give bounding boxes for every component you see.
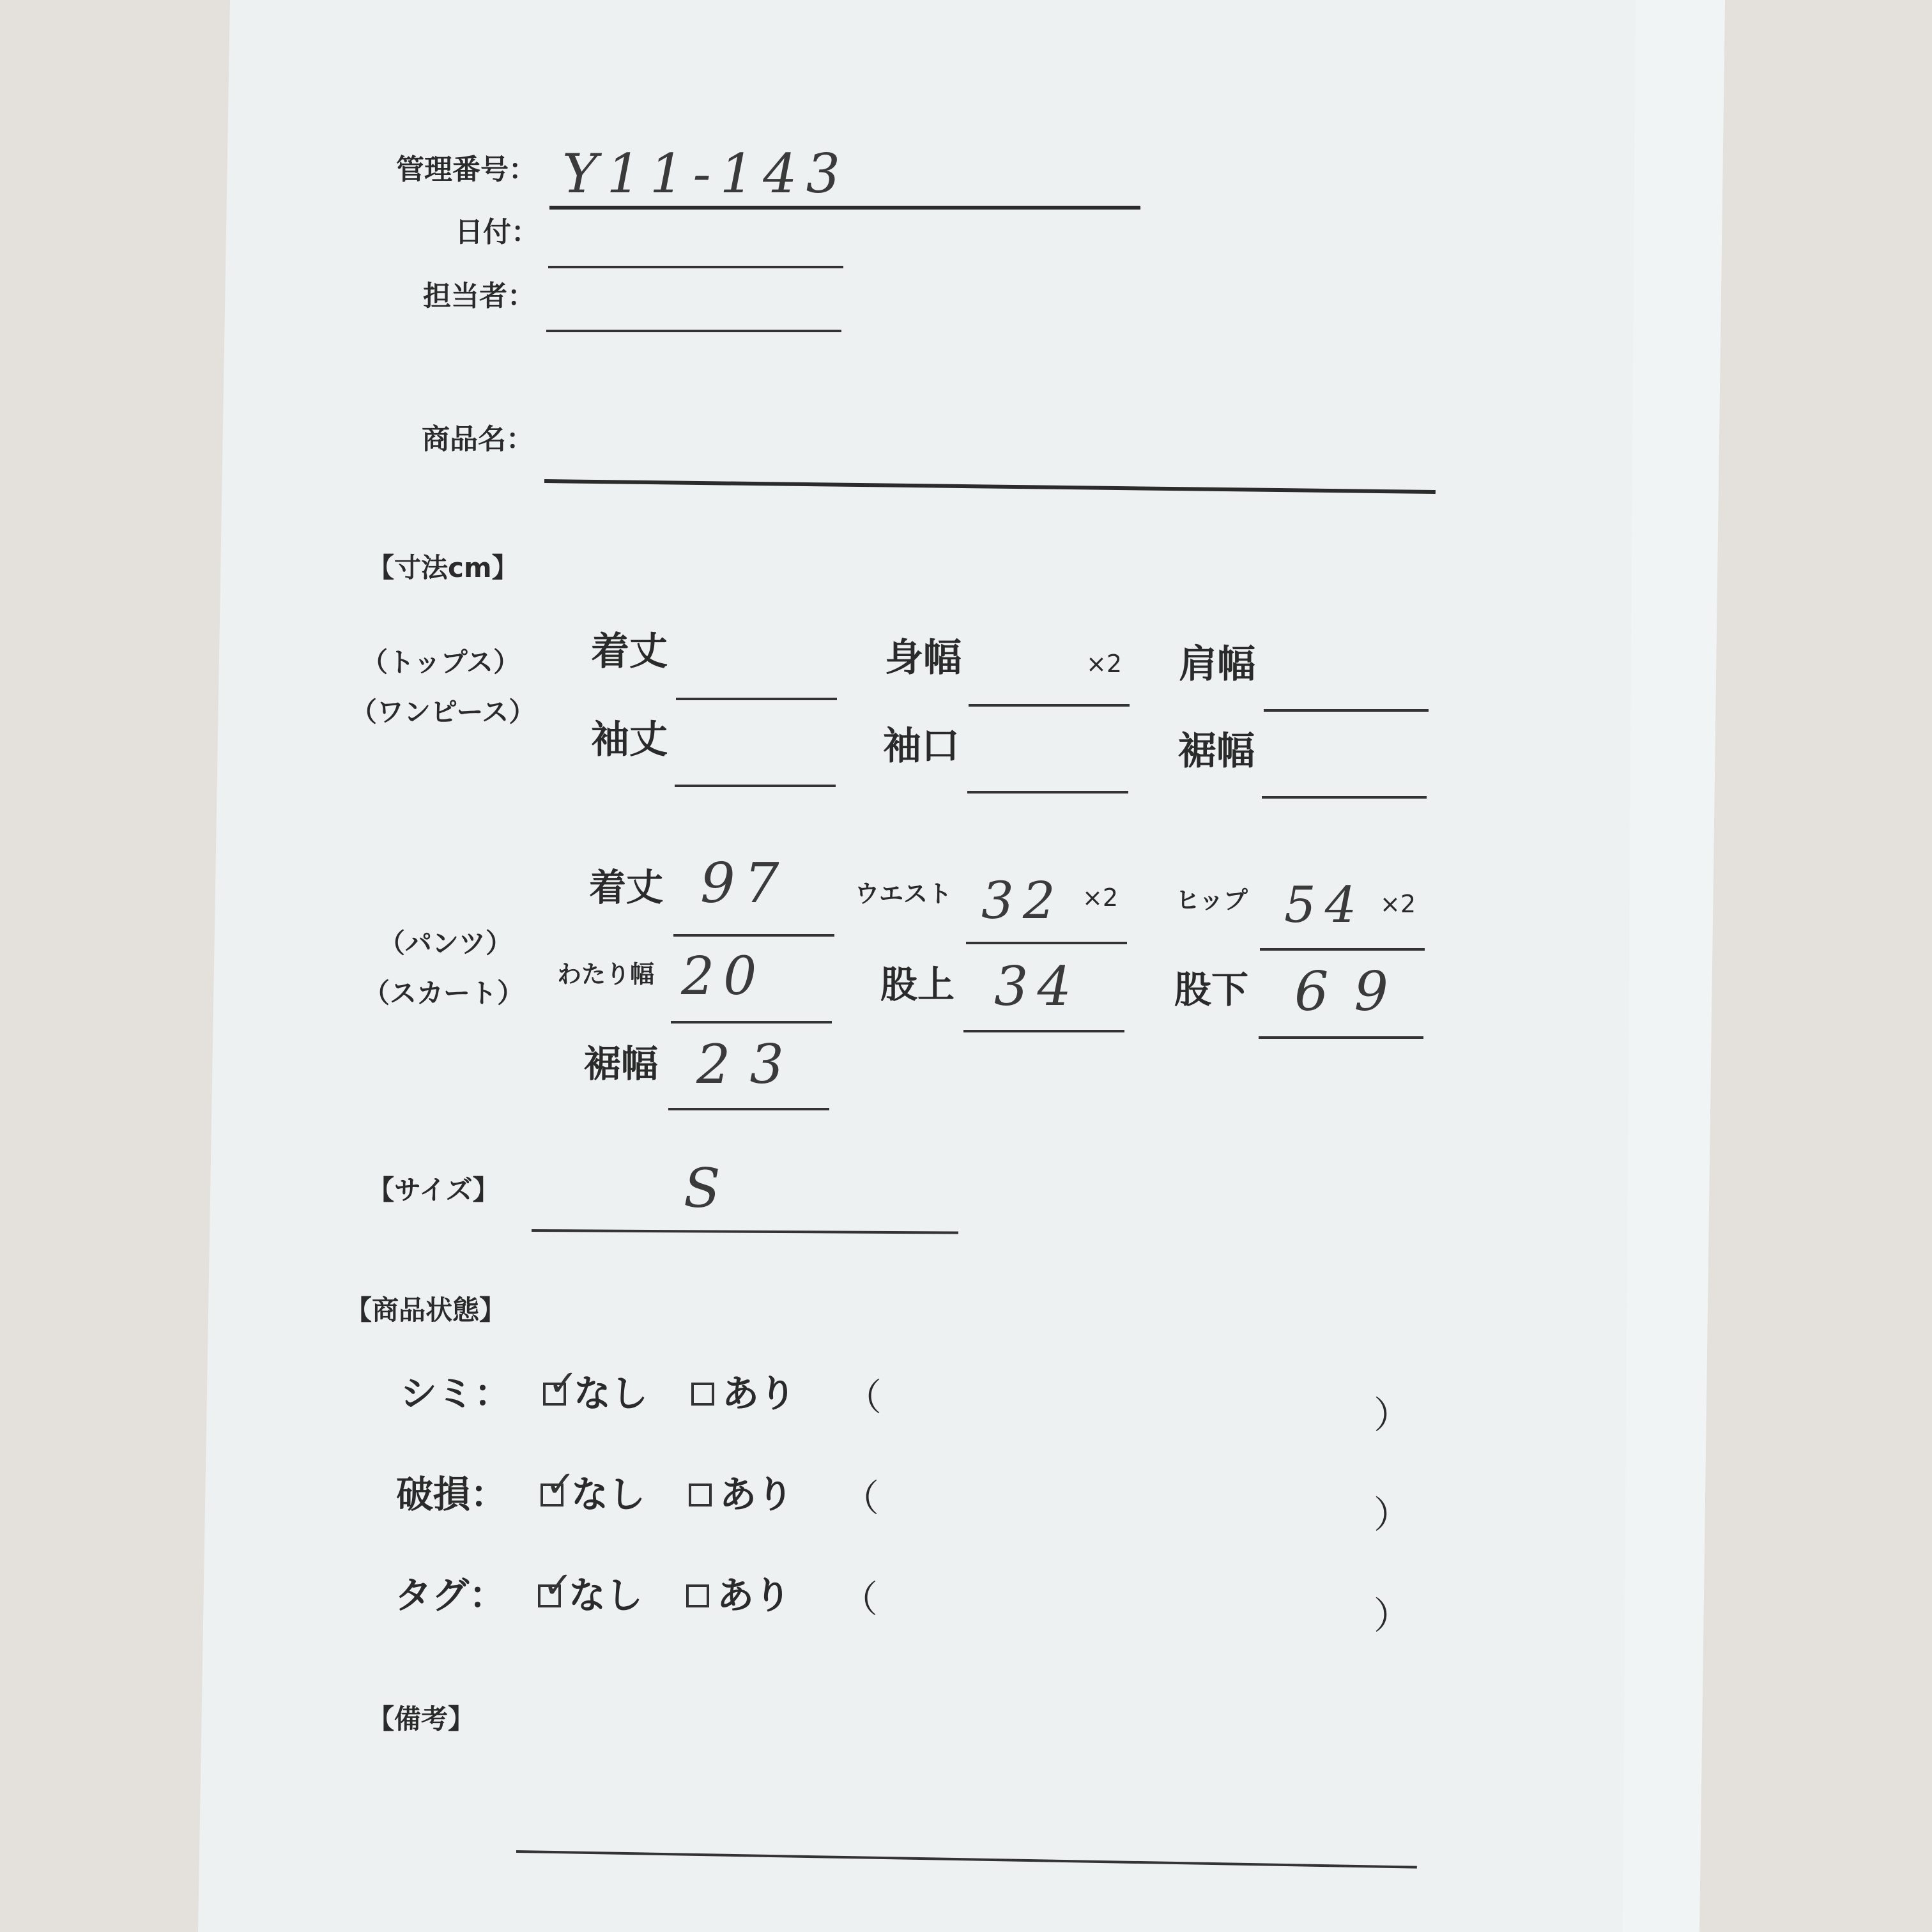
hason-paren-open: （ bbox=[842, 1476, 880, 1520]
condition-hason-label: 破損： bbox=[396, 1473, 508, 1516]
condition-tag-label: タグ： bbox=[395, 1574, 507, 1617]
remarks-heading: 【備考】 bbox=[367, 1703, 475, 1735]
pants-matagami-value: 34 bbox=[994, 955, 1080, 1018]
pants-label: （パンツ） bbox=[378, 928, 513, 959]
condition-heading: 【商品状態】 bbox=[345, 1294, 507, 1326]
tag-check-mark-icon: ✓ bbox=[543, 1565, 573, 1606]
hason-yes-checkbox[interactable] bbox=[689, 1483, 712, 1506]
pants-susohaba-value: 23 bbox=[696, 1033, 803, 1096]
skirt-label: （スカート） bbox=[363, 977, 525, 1009]
pants-watari-line bbox=[671, 1021, 832, 1023]
pants-kitake-label: 着丈 bbox=[589, 866, 664, 909]
tops-susohaba-line bbox=[1262, 796, 1427, 799]
tag-paren-close: ） bbox=[1374, 1594, 1411, 1637]
tops-mihaba-line bbox=[969, 704, 1130, 707]
tag-yes-label: あり bbox=[717, 1574, 792, 1617]
tops-sodetake-line bbox=[675, 785, 836, 787]
pants-matagami-label: 股上 bbox=[880, 963, 955, 1006]
pants-waist-line bbox=[966, 942, 1127, 944]
hason-yes-label: あり bbox=[719, 1473, 794, 1516]
tops-sodeguchi-line bbox=[967, 791, 1128, 793]
date-label: 日付： bbox=[455, 216, 539, 249]
hason-none-label: なし bbox=[571, 1473, 646, 1516]
tops-mihaba-label: 身幅 bbox=[885, 636, 962, 680]
tops-kitake-label: 着丈 bbox=[591, 629, 668, 674]
size-value: S bbox=[684, 1157, 730, 1220]
shimi-paren-close: ） bbox=[1374, 1393, 1411, 1437]
tantou-line bbox=[546, 330, 841, 332]
pants-waist-label: ウエスト bbox=[855, 880, 953, 908]
pants-hip-value: 54 bbox=[1284, 877, 1366, 934]
pants-matashita-line bbox=[1259, 1036, 1423, 1039]
tops-sodetake-label: 袖丈 bbox=[591, 717, 668, 762]
tag-paren-open: （ bbox=[841, 1577, 878, 1621]
dimensions-heading: 【寸法cm】 bbox=[367, 552, 519, 583]
product-name-label: 商品名： bbox=[422, 423, 534, 456]
pants-watari-label: わたり幅 bbox=[557, 960, 655, 988]
pants-waist-value: 32 bbox=[981, 871, 1064, 930]
pants-kitake-line bbox=[673, 934, 834, 937]
pants-watari-value: 20 bbox=[681, 946, 766, 1007]
hason-paren-close: ） bbox=[1374, 1493, 1411, 1537]
tops-susohaba-label: 裾幅 bbox=[1178, 729, 1255, 774]
size-heading: 【サイズ】 bbox=[367, 1174, 500, 1206]
pants-waist-mult: ×2 bbox=[1082, 884, 1119, 912]
tag-yes-checkbox[interactable] bbox=[686, 1584, 709, 1607]
pants-matashita-label: 股下 bbox=[1174, 968, 1249, 1011]
shimi-check-mark-icon: ✓ bbox=[548, 1363, 578, 1404]
shimi-yes-label: あり bbox=[722, 1372, 797, 1415]
tops-label: （トップス） bbox=[361, 647, 521, 678]
tops-mihaba-mult: ×2 bbox=[1086, 650, 1123, 678]
pants-kitake-value: 97 bbox=[700, 852, 788, 916]
hason-check-mark-icon: ✓ bbox=[546, 1464, 576, 1505]
shimi-yes-checkbox[interactable] bbox=[691, 1383, 714, 1406]
tantou-label: 担当者： bbox=[423, 280, 535, 312]
kanri-number-value: Y11-143 bbox=[562, 142, 850, 205]
date-line bbox=[548, 266, 843, 268]
pants-susohaba-line bbox=[668, 1108, 829, 1110]
kanri-number-line bbox=[549, 206, 1140, 210]
pants-hip-mult: ×2 bbox=[1380, 890, 1416, 918]
shimi-none-label: なし bbox=[574, 1372, 648, 1415]
kanri-number-label: 管理番号： bbox=[396, 153, 537, 186]
tag-none-label: なし bbox=[569, 1574, 643, 1617]
onepiece-label: （ワンピース） bbox=[350, 696, 536, 728]
pants-matagami-line bbox=[963, 1030, 1124, 1032]
condition-shimi-label: シミ： bbox=[400, 1372, 512, 1415]
shimi-paren-open: （ bbox=[845, 1376, 882, 1419]
tops-katahaba-label: 肩幅 bbox=[1179, 642, 1255, 687]
pants-hip-label: ヒップ bbox=[1176, 886, 1248, 914]
tops-kitake-line bbox=[676, 698, 837, 700]
pants-susohaba-label: 裾幅 bbox=[584, 1042, 659, 1085]
tops-katahaba-line bbox=[1264, 709, 1429, 712]
pants-hip-line bbox=[1260, 948, 1425, 951]
pants-matashita-value: 69 bbox=[1294, 960, 1414, 1023]
tops-sodeguchi-label: 袖口 bbox=[883, 724, 960, 769]
